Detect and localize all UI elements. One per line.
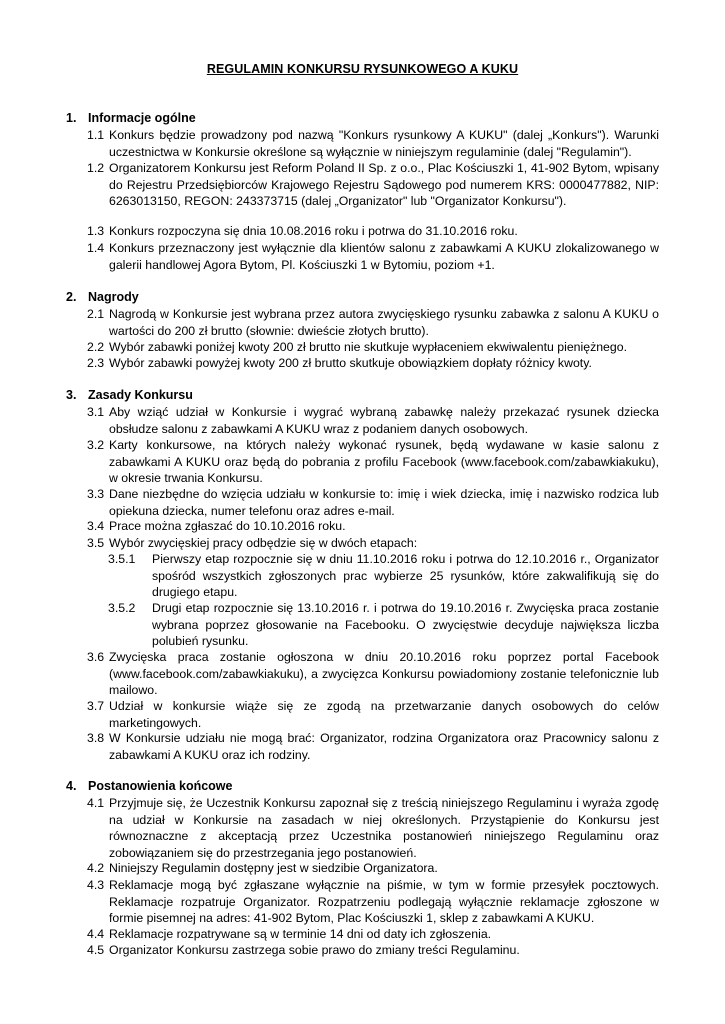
clause-4-4: 4.4 Reklamacje rozpatrywane są w terminie 14 dni od daty ich zgłoszenia.	[87, 927, 492, 941]
section-heading-4: 4. Postanowienia końcowe	[66, 779, 233, 793]
section-heading-3: 3. Zasady Konkursu	[66, 388, 193, 402]
clause-2-2: 2.2 Wybór zabawki poniżej kwoty 200 zł brutto nie skutkuje wypłaceniem ekwiwalentu pieniężnego.	[87, 340, 627, 354]
clause-3-1: 3.1 Aby wziąć udział w Konkursie i wygrać wybraną zabawkę należy przekazać rysunek dziecka obsłudze salonu z zabawkami A KUKU wraz z podaniem danych osobowych.	[87, 405, 659, 436]
clause-3-7: 3.7 Udział w konkursie wiąże się ze zgodą na przetwarzanie danych osobowych do celów marketingowych.	[87, 699, 659, 730]
clause-3-5-1: 3.5.1 Pierwszy etap rozpocznie się w dniu 11.10.2016 roku i potrwa do 12.10.2016 r., Organizator spośród wszystkich zgłoszonych prac wybierze 25 rysunków, które zakwalifikują się do drugiego etapu.	[108, 552, 659, 600]
clause-4-5: 4.5 Organizator Konkursu zastrzega sobie prawo do zmiany treści Regulaminu.	[87, 943, 520, 957]
clause-3-2: 3.2 Karty konkursowe, na których należy wykonać rysunek, będą wydawane w kasie salonu z zabawkami A KUKU oraz będą do pobrania z profilu Facebook (www.facebook.com/zabawkiakuku), w okresie trwania Konkursu.	[87, 438, 659, 486]
document-title: REGULAMIN KONKURSU RYSUNKOWEGO A KUKU	[206, 62, 519, 76]
clause-1-4: 1.4 Konkurs przeznaczony jest wyłącznie dla klientów salonu z zabawkami A KUKU zlokalizowanego w galerii handlowej Agora Bytom, Pl. Kościuszki 1 w Bytomiu, poziom +1.	[87, 241, 659, 272]
clause-3-4: 3.4 Prace można zgłaszać do 10.10.2016 roku.	[87, 519, 346, 533]
clause-4-3: 4.3 Reklamacje mogą być zgłaszane wyłącznie na piśmie, w tym w formie przesyłek pocztowych. Reklamacje rozpatruje Organizator. Rozpatrzeniu podlegają wyłącznie reklamacje zgłoszone w formie pisemnej na adres: 41-902 Bytom, Plac Kościuszki 1, sklep z zabawkami A KUKU.	[87, 878, 659, 926]
clause-4-2: 4.2 Niniejszy Regulamin dostępny jest w siedzibie Organizatora.	[87, 861, 438, 875]
clause-3-5-2: 3.5.2 Drugi etap rozpocznie się 13.10.2016 r. i potrwa do 19.10.2016 r. Zwycięska praca zostanie wybrana poprzez głosowanie na Facebooku. O zwycięstwie decyduje największa liczba polubień rysunku.	[108, 601, 659, 649]
clause-1-1: 1.1 Konkurs będzie prowadzony pod nazwą "Konkurs rysunkowy A KUKU" (dalej „Konkurs"). Warunki uczestnictwa w Konkursie określone są wyłącznie w niniejszym regulaminie (dalej "Regulamin").	[87, 128, 659, 159]
clause-3-6: 3.6 Zwycięska praca zostanie ogłoszona w dniu 20.10.2016 roku poprzez portal Facebook (www.facebook.com/zabawkiakuku), a zwycięzca Konkursu powiadomiony zostanie telefonicznie lub mailowo.	[87, 650, 659, 698]
clause-4-1: 4.1 Przyjmuje się, że Uczestnik Konkursu zapoznał się z treścią niniejszego Regulaminu i wyraża zgodę na udział w Konkursie na zasadach w niej określonych. Przystąpienie do Konkursu jest równoznaczne z akceptacją przez Uczestnika postanowień niniejszego Regulaminu oraz zobowiązaniem się do przestrzegania jego postanowień.	[87, 796, 659, 860]
clause-3-8: 3.8 W Konkursie udziału nie mogą brać: Organizator, rodzina Organizatora oraz Pracownicy salonu z zabawkami A KUKU oraz ich rodziny.	[87, 731, 659, 762]
clause-2-1: 2.1 Nagrodą w Konkursie jest wybrana przez autora zwycięskiego rysunku zabawka z salonu A KUKU o wartości do 200 zł brutto (słownie: dwieście złotych brutto).	[87, 307, 659, 338]
clause-3-5: 3.5 Wybór zwycięskiej pracy odbędzie się w dwóch etapach:	[87, 536, 418, 550]
section-heading-1: 1. Informacje ogólne	[66, 111, 196, 125]
clause-3-3: 3.3 Dane niezbędne do wzięcia udziału w konkursie to: imię i wiek dziecka, imię i nazwisko rodzica lub opiekuna dziecka, numer telefonu oraz adres e-mail.	[87, 487, 659, 518]
clause-2-3: 2.3 Wybór zabawki powyżej kwoty 200 zł brutto skutkuje obowiązkiem dopłaty różnicy kwoty.	[87, 356, 592, 370]
section-heading-2: 2. Nagrody	[66, 290, 139, 304]
clause-1-2: 1.2 Organizatorem Konkursu jest Reform Poland II Sp. z o.o., Plac Kościuszki 1, 41-902 Bytom, wpisany do Rejestru Przedsiębiorców Krajowego Rejestru Sądowego pod numerem KRS: 0000477882, NIP: 6263013150, REGON: 243373715 (dalej „Organizator" lub "Organizator Konkursu").	[87, 161, 659, 209]
clause-1-3: 1.3 Konkurs rozpoczyna się dnia 10.08.2016 roku i potrwa do 31.10.2016 roku.	[87, 224, 518, 238]
